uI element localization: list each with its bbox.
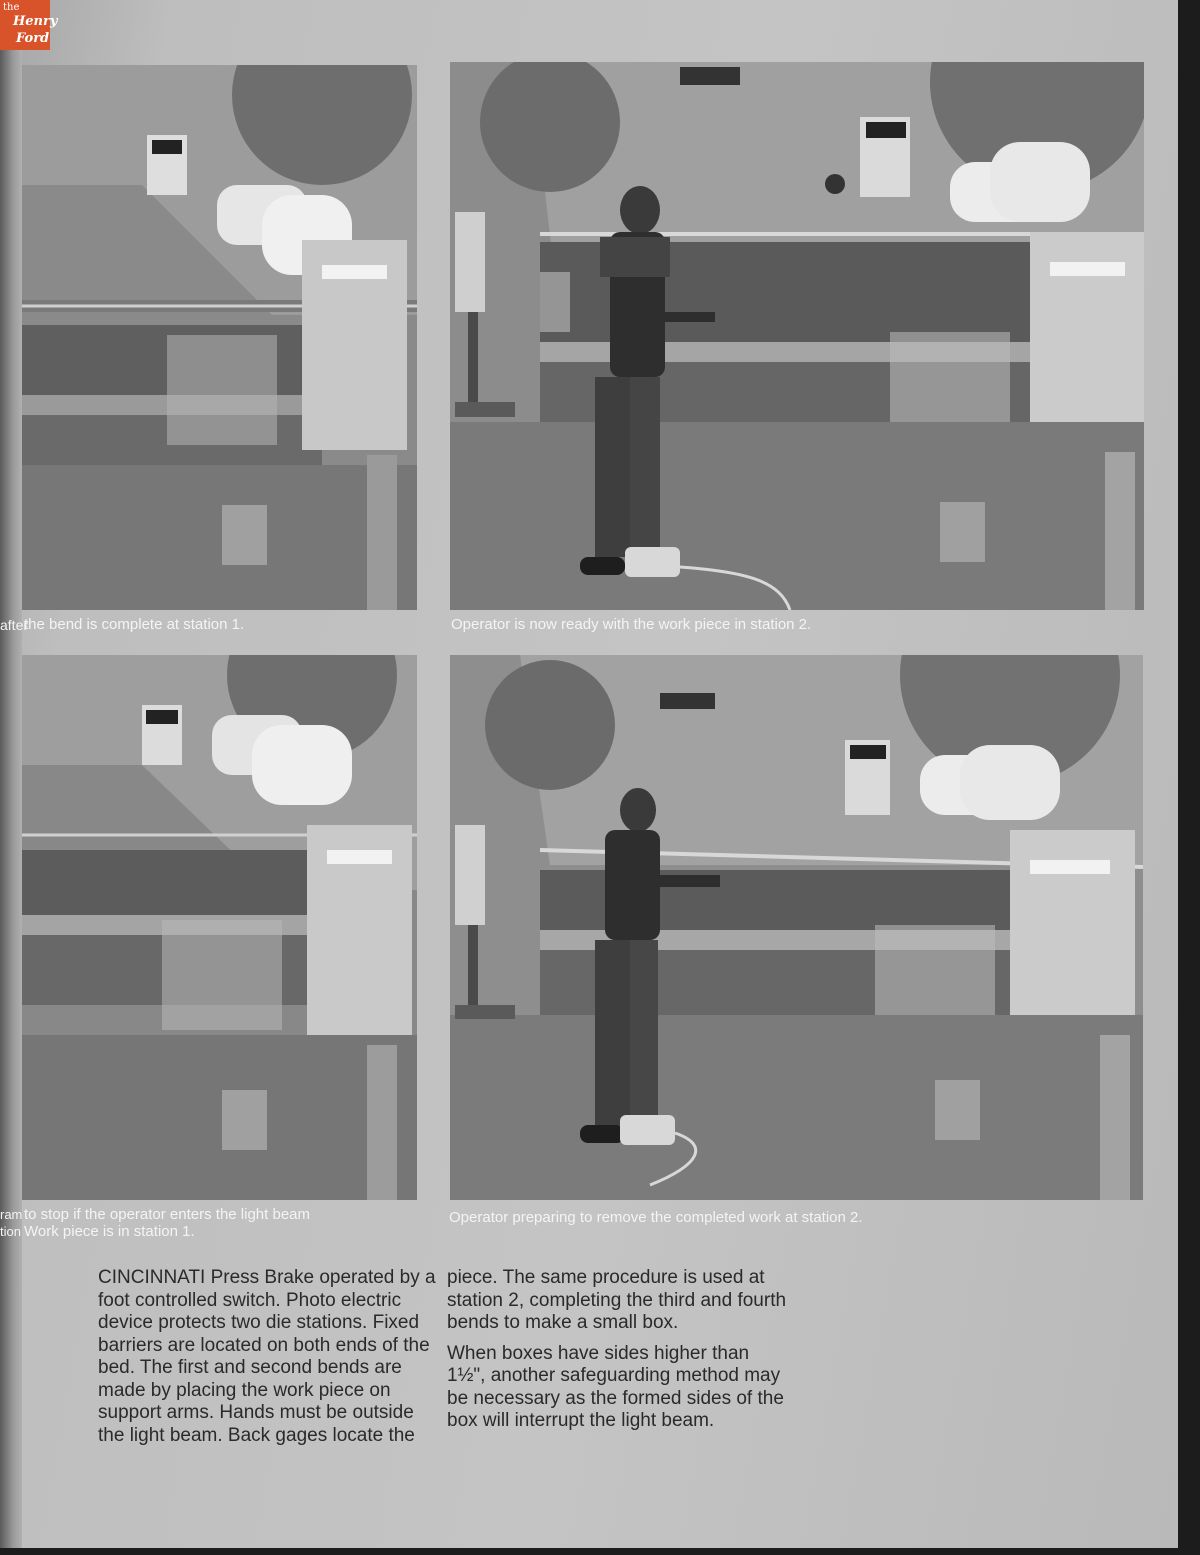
body-paragraph-2: piece. The same procedure is used at station 2, completing the third and fourth bends to make a small box. bbox=[447, 1267, 787, 1333]
caption-prefix1-bottom-left: ram bbox=[0, 1207, 23, 1222]
caption-top-right: Operator is now ready with the work piece in station 2. bbox=[451, 616, 812, 633]
henry-ford-logo bbox=[0, 0, 58, 50]
body-paragraph-1: CINCINNATI Press Brake operated by a foot controlled switch. Photo electric device protects two die stations. Fixed barriers are located on both ends of the bed. The first and second bends are made by placing the work piece on support arms. Hands must be outside the light beam. Back gages locate the bbox=[98, 1267, 436, 1446]
photo-top-left bbox=[22, 65, 417, 610]
caption-bottom-right: Operator preparing to remove the completed work at station 2. bbox=[449, 1209, 863, 1226]
body-column-1 bbox=[98, 1267, 438, 1455]
photo-bottom-right bbox=[450, 655, 1143, 1200]
photo-bottom-left bbox=[22, 655, 417, 1200]
body-column-2 bbox=[447, 1267, 787, 1441]
body-paragraph-3: When boxes have sides higher than 1½", another safeguarding method may be necessary as the formed sides of the box will interrupt the light beam. bbox=[447, 1342, 784, 1431]
page-gutter bbox=[0, 0, 22, 1548]
photo-top-right bbox=[450, 62, 1144, 610]
caption-line1-bottom-left: to stop if the operator enters the light beam bbox=[24, 1206, 311, 1223]
caption-top-left: the bend is complete at station 1. bbox=[24, 616, 245, 633]
caption-prefix-top-left: after bbox=[0, 617, 29, 633]
logo-text-ford: Ford bbox=[16, 31, 50, 46]
caption-line2-bottom-left: Work piece is in station 1. bbox=[24, 1223, 195, 1240]
logo-text-the: the bbox=[3, 2, 20, 13]
logo-text-henry: Henry bbox=[13, 14, 58, 29]
caption-prefix2-bottom-left: tion bbox=[0, 1224, 21, 1239]
